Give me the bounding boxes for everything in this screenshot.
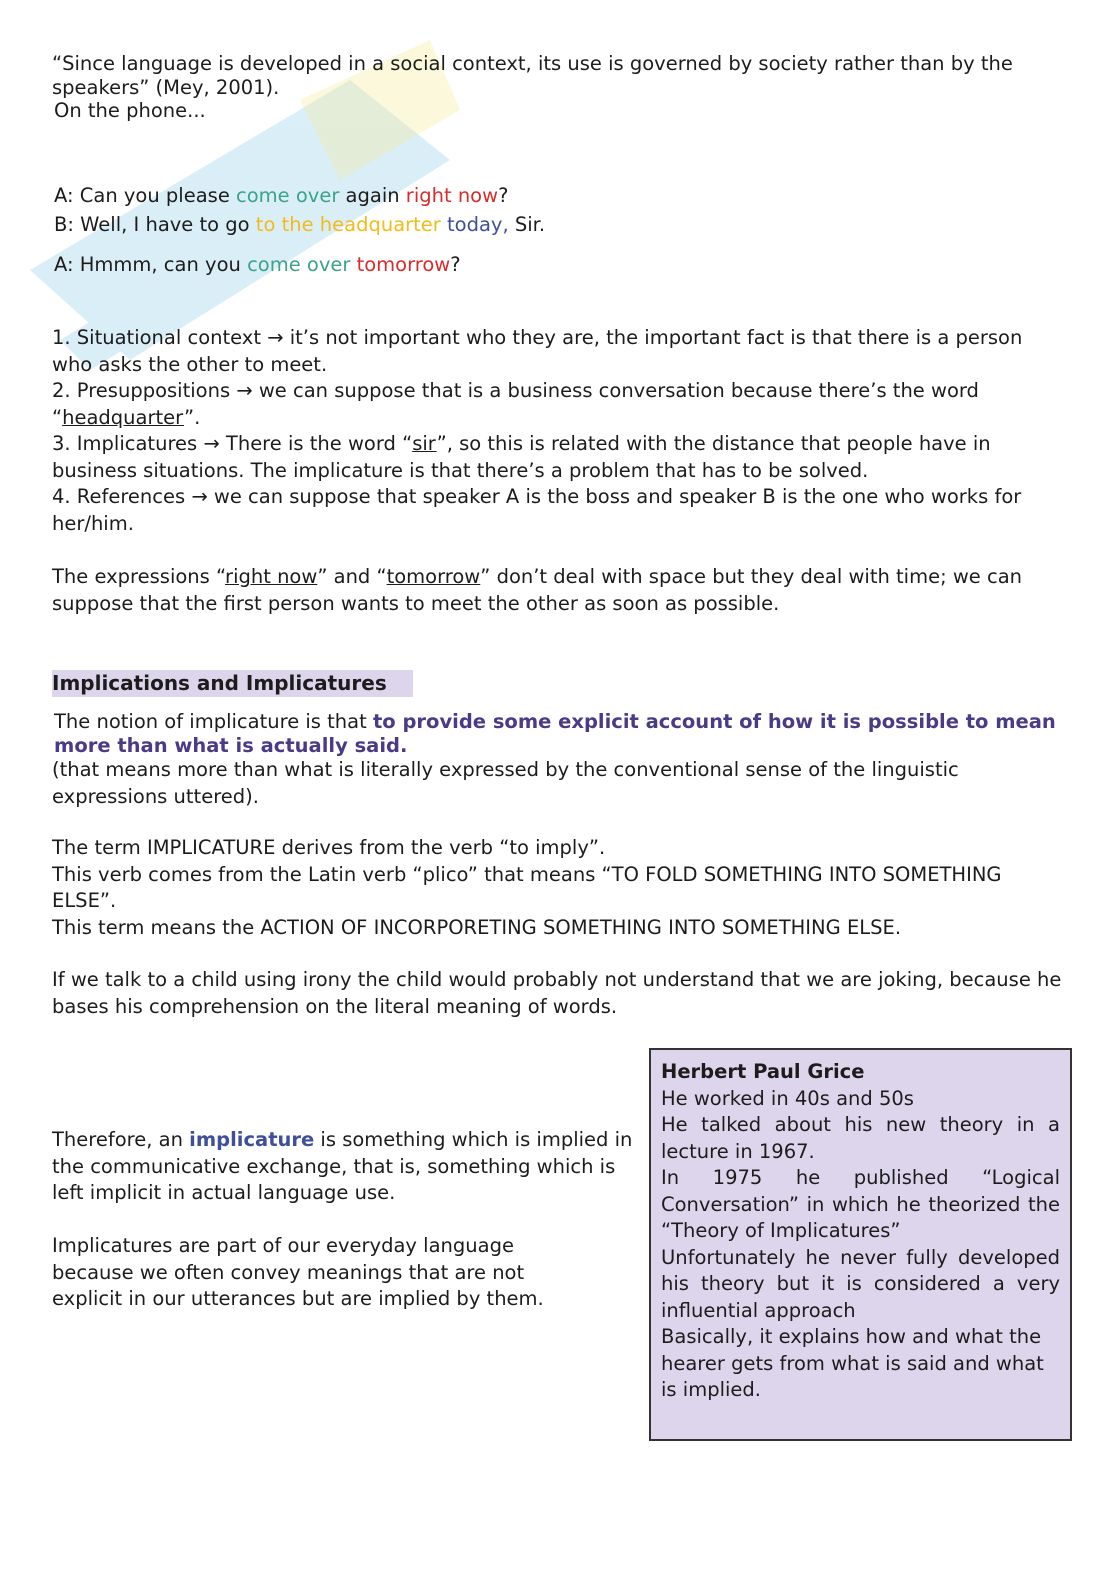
phrase-come-over: come over	[236, 184, 340, 207]
opening-quote	[52, 52, 1068, 123]
notion-parenthetical: (that means more than what is literally expressed by the conventional sense of the linguistic expressions uttered).	[52, 758, 959, 808]
analysis-item-implicatures: 3. Implicatures → There is the word “sir”, so this is related with the distance that people have in business situations. The implicature is that there’s a problem that has to be solved.	[52, 432, 991, 482]
notion-definition: to provide some explicit account of how it is possible to mean more than what is actually said.	[54, 710, 1056, 757]
implicature-term: implicature	[189, 1128, 315, 1151]
irony-paragraph: If we talk to a child using irony the child would probably not understand that we are joking, because he bases his comprehension on the literal meaning of words.	[52, 968, 1062, 1018]
expressions-paragraph: The expressions “right now” and “tomorrow” don’t deal with space but they deal with time; we can suppose that the first person wants to meet the other as soon as possible.	[52, 565, 1023, 615]
phrase-headquarter: to the headquarter	[255, 213, 441, 236]
dialogue-line-b1: B: Well, I have to go to the headquarter today, Sir.	[54, 213, 546, 236]
term-paragraph: The term IMPLICATURE derives from the verb “to imply”. This verb comes from the Latin verb “plico” that means “TO FOLD SOMETHING INTO SOMETHING ELSE”. This term means the ACTION OF INCORPORETING SOMETHING INTO SOMETHING ELSE.	[52, 836, 1002, 939]
section-heading: Implications and Implicatures	[52, 670, 413, 697]
grice-info-box: Herbert Paul Grice He worked in 40s and 50s He talked about his new theory in a lecture in 1967. In 1975 he published “Logical Conversation” in which he theorized the “Theory of Implicatures” Unfortunately he never fully developed his theory but it is considered a very influential approach Basically, it explains how and what the hearer gets from what is said and what is implied.	[649, 1048, 1072, 1441]
phone-label: On the phone...	[54, 99, 206, 122]
dialogue-line-a1: A: Can you please come over again right now?	[54, 184, 509, 207]
phrase-tomorrow: tomorrow	[356, 253, 451, 276]
grice-box-title: Herbert Paul Grice	[661, 1060, 865, 1083]
analysis-item-situational: 1. Situational context → it’s not important who they are, the important fact is that there is a person who asks the other to meet.	[52, 326, 1023, 376]
analysis-item-presuppositions: 2. Presuppositions → we can suppose that is a business conversation because there’s the word “headquarter”.	[52, 379, 979, 429]
analysis-list	[52, 325, 1068, 537]
quote-text: “Since language is developed in a social context, its use is governed by society rather than by the speakers” (Mey, 2001).	[52, 52, 1013, 99]
phrase-right-now: right now	[405, 184, 499, 207]
notion-paragraph: The notion of implicature is that to provide some explicit account of how it is possible to mean more than what is actually said. (that means more than what is literally expressed by the conventional sense of the linguistic expressions uttered).	[52, 710, 1068, 810]
phrase-come-over-2: come over	[247, 253, 351, 276]
analysis-item-references: 4. References → we can suppose that speaker A is the boss and speaker B is the one who works for her/him.	[52, 485, 1022, 535]
everyday-paragraph: Implicatures are part of our everyday language because we often convey meanings that are not explicit in our utterances but are implied by them.	[52, 1234, 544, 1310]
dialogue-line-a2: A: Hmmm, can you come over tomorrow?	[54, 253, 461, 276]
phrase-today: today,	[447, 213, 509, 236]
therefore-paragraph: Therefore, an implicature is something which is implied in the communicative exchange, that is, something which is left implicit in actual language use.	[52, 1128, 633, 1204]
